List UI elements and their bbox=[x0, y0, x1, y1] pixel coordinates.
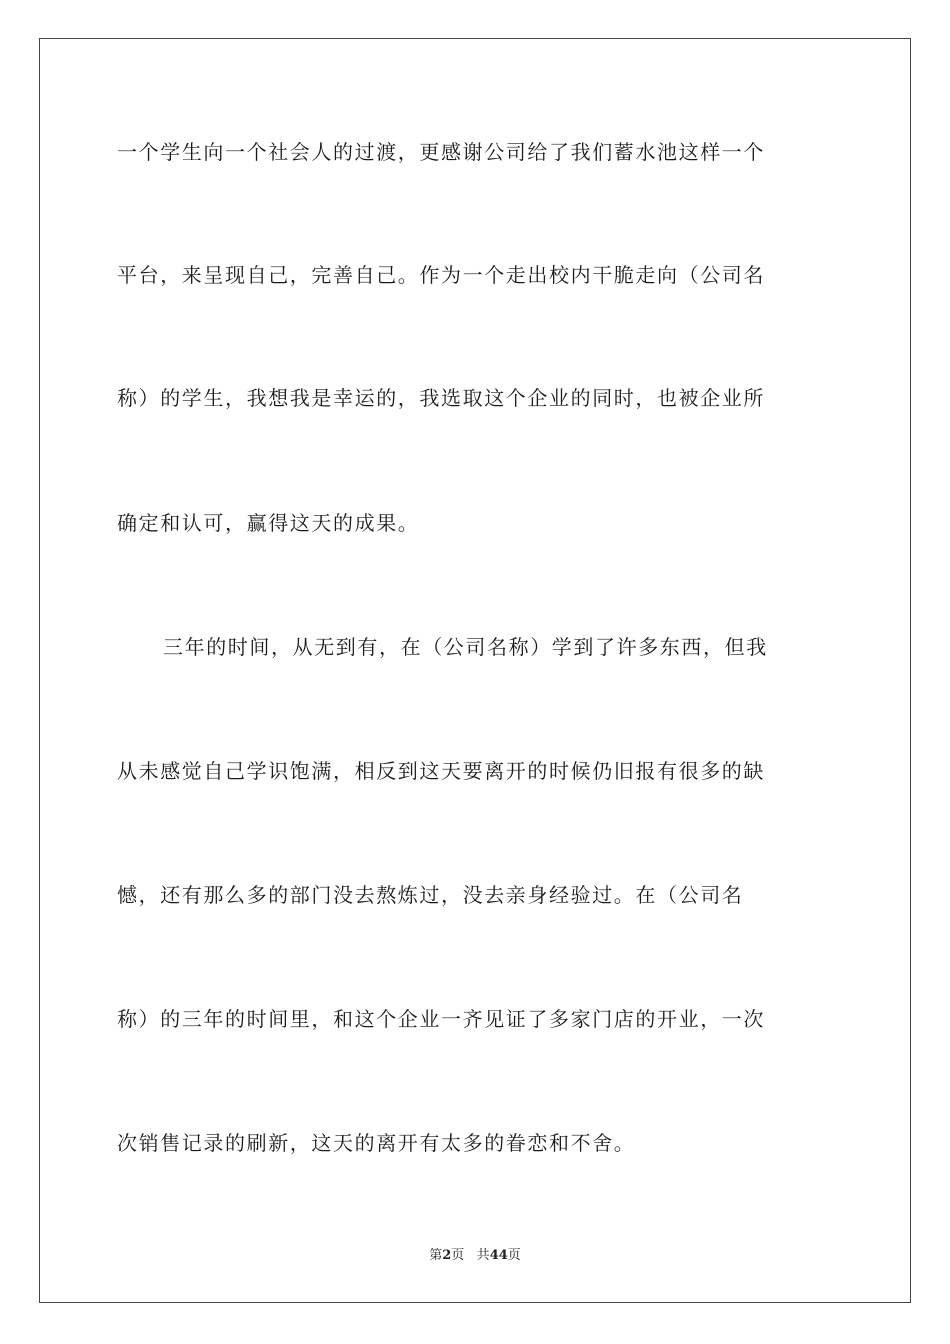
text-line: 称）的三年的时间里，和这个企业一齐见证了多家门店的开业，一次 bbox=[117, 1007, 765, 1031]
page-suffix: 页 bbox=[451, 1248, 465, 1263]
text-line: 三年的时间，从无到有，在（公司名称）学到了许多东西，但我 bbox=[163, 635, 768, 659]
total-suffix: 页 bbox=[507, 1248, 521, 1263]
page-border bbox=[39, 38, 911, 1303]
text-line: 从未感觉自己学识饱满，相反到这天要离开的时候仍旧报有很多的缺 bbox=[117, 759, 765, 783]
text-line: 称）的学生，我想我是幸运的，我选取这个企业的同时，也被企业所 bbox=[117, 386, 765, 410]
text-line: 平台，来呈现自己，完善自己。作为一个走出校内干脆走向（公司名 bbox=[117, 263, 765, 287]
text-line: 次销售记录的刷新，这天的离开有太多的眷恋和不舍。 bbox=[117, 1131, 636, 1155]
page-number: 2 bbox=[442, 1248, 452, 1263]
total-pages: 44 bbox=[489, 1248, 508, 1263]
text-line: 确定和认可，赢得这天的成果。 bbox=[117, 511, 420, 535]
total-prefix: 共 bbox=[476, 1248, 490, 1263]
text-line: 憾，还有那么多的部门没去熬炼过，没去亲身经验过。在（公司名 bbox=[117, 883, 744, 907]
text-line: 一个学生向一个社会人的过渡，更感谢公司给了我们蓄水池这样一个 bbox=[117, 140, 765, 164]
page-prefix: 第 bbox=[429, 1248, 443, 1263]
page-footer bbox=[0, 1248, 950, 1264]
